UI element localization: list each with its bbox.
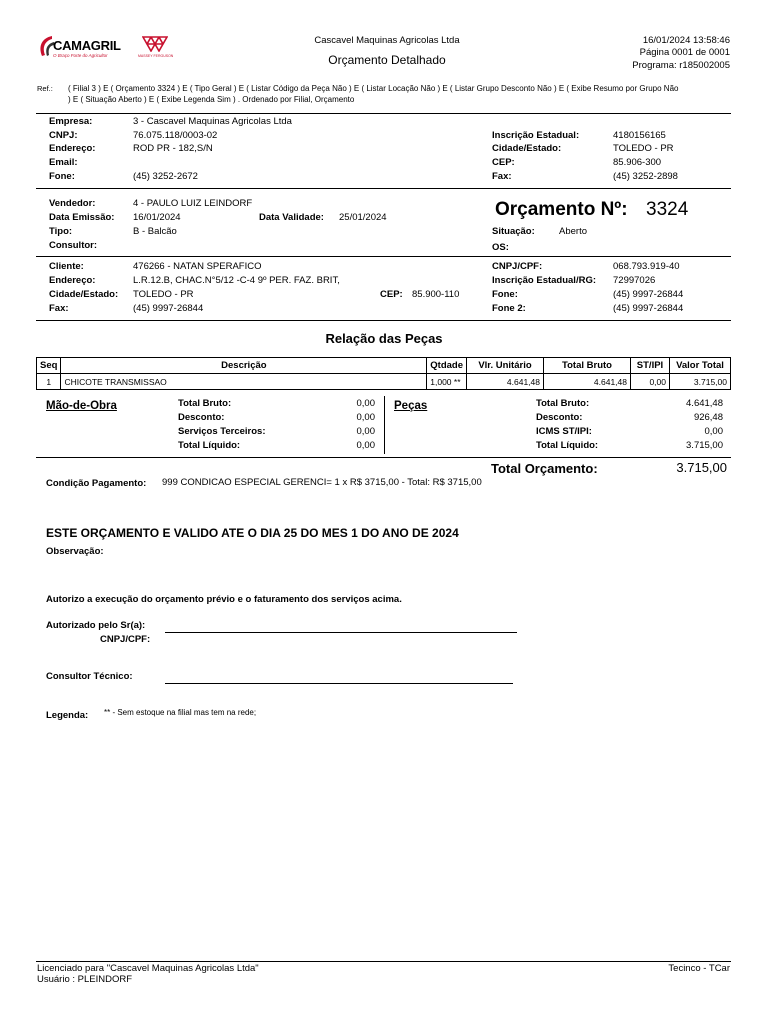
cell-qtdade: 1,000 ** [427,374,467,390]
legenda-label: Legenda: [46,710,89,721]
company-name: Cascavel Maquinas Agricolas Ltda [314,35,460,46]
consultor-label: Consultor: [49,240,98,251]
empresa-cidade-label: Cidade/Estado: [492,143,562,154]
cliente-value: 476266 - NATAN SPERAFICO [133,261,262,272]
validade-label: Data Validade: [259,212,324,223]
empresa-fax-label: Fax: [492,171,512,182]
os-label: OS: [492,242,509,253]
pecas-total-bruto-value: 4.641,48 [686,398,723,409]
program-code: Programa: r185002005 [632,60,730,71]
empresa-label: Empresa: [49,116,93,127]
divider [36,457,731,458]
column-header-valor-total: Valor Total [670,358,731,374]
divider [36,320,731,321]
empresa-endereco-label: Endereço: [49,143,96,154]
cell-st-ipi: 0,00 [631,374,670,390]
total-orcamento-label: Total Orçamento: [491,461,598,476]
consultor-tecnico-label: Consultor Técnico: [46,671,133,682]
cliente-fone-label: Fone: [492,289,518,300]
autorizado-signature-line [165,632,517,633]
empresa-email-label: Email: [49,157,78,168]
cliente-fone2-label: Fone 2: [492,303,526,314]
cliente-cnpj-value: 068.793.919-40 [613,261,680,272]
logo-slogan: O Braço Forte do Agricultor [53,53,108,58]
empresa-value: 3 - Cascavel Maquinas Agricolas Ltda [133,116,292,127]
column-header-st-ipi: ST/IPI [631,358,670,374]
pecas-icms-label: ICMS ST/IPI: [536,426,592,437]
empresa-cnpj-value: 76.075.118/0003-02 [133,130,218,141]
ref-label: Ref.: [37,84,53,93]
pecas-desconto-label: Desconto: [536,412,583,423]
cell-valor-total: 3.715,00 [670,374,731,390]
cell-vlr-unitario: 4.641,48 [467,374,544,390]
autorizo-statement: Autorizo a execução do orçamento prévio e o faturamento dos serviços acima. [46,594,402,605]
mao-obra-title: Mão-de-Obra [46,400,117,412]
situacao-label: Situação: [492,226,535,237]
mao-obra-desconto-value: 0,00 [356,412,375,423]
logo-mf-text: MASSEY FERGUSON [138,54,174,58]
total-orcamento-value: 3.715,00 [676,460,727,475]
empresa-fone-value: (45) 3252-2672 [133,171,198,182]
report-datetime: 16/01/2024 13:58:46 [642,35,730,46]
divider [36,961,731,962]
empresa-ie-value: 4180156165 [613,130,666,141]
orcamento-numero-value: 3324 [646,199,689,220]
cliente-fax-label: Fax: [49,303,69,314]
empresa-cnpj-label: CNPJ: [49,130,78,141]
mao-obra-total-bruto-label: Total Bruto: [178,398,232,409]
pecas-section-title: Relação das Peças [325,331,443,346]
cell-seq: 1 [37,374,61,390]
cell-total-bruto: 4.641,48 [544,374,631,390]
report-title: Orçamento Detalhado [328,53,446,67]
tipo-value: B - Balcão [133,226,177,237]
column-header-descricao: Descrição [61,358,427,374]
table-row [37,374,731,390]
licenciado-text: Licenciado para "Cascavel Maquinas Agricolas Ltda" [37,963,259,974]
situacao-value: Aberto [559,226,587,237]
orcamento-numero-label: Orçamento Nº: [495,199,628,220]
cliente-cep-value: 85.900-110 [412,289,460,300]
ref-line-1: ( Filial 3 ) E ( Orçamento 3324 ) E ( Tipo Geral ) E ( Listar Código da Peça Não ) E ( Listar Locação Não ) E ( Listar Grupo Desconto Não ) E ( Exibe Resumo por Grupo Não [68,84,679,93]
page-number: Página 0001 de 0001 [639,47,730,58]
empresa-ie-label: Inscrição Estadual: [492,130,580,141]
vendedor-value: 4 - PAULO LUIZ LEINDORF [133,198,253,209]
cliente-cnpj-label: CNPJ/CPF: [492,261,543,272]
pecas-desconto-value: 926,48 [693,412,723,423]
logo-brand: CAMAGRIL [53,38,121,53]
divider [36,256,731,257]
empresa-cep-label: CEP: [492,157,515,168]
autorizado-label: Autorizado pelo Sr(a): [46,620,146,631]
emissao-label: Data Emissão: [49,212,115,223]
emissao-value: 16/01/2024 [133,212,181,223]
column-header-vlr-unitario: Vlr. Unitário [467,358,544,374]
empresa-endereco-value: ROD PR - 182,S/N [133,143,213,154]
cell-descricao: CHICOTE TRANSMISSAO [61,374,427,390]
cliente-fax-value: (45) 9997-26844 [133,303,204,314]
empresa-fax-value: (45) 3252-2898 [613,171,678,182]
column-header-total-bruto: Total Bruto [544,358,631,374]
cliente-cidade-value: TOLEDO - PR [133,289,194,300]
mao-obra-liquido-label: Total Líquido: [178,440,241,451]
massey-ferguson-logo [138,36,172,62]
observacao-label: Observação: [46,546,104,557]
massey-ferguson-triple-triangle-icon [142,36,168,52]
divider [36,113,731,114]
ref-line-2: ) E ( Situação Aberto ) E ( Exibe Legenda Sim ) . Ordenado por Filial, Orçamento [68,95,355,104]
pecas-total-bruto-label: Total Bruto: [536,398,590,409]
camagril-logo [36,34,121,62]
tipo-label: Tipo: [49,226,73,237]
condicao-pagamento-value: 999 CONDICAO ESPECIAL GERENCI= 1 x R$ 3715,00 - Total: R$ 3715,00 [162,477,482,488]
cliente-fone2-value: (45) 9997-26844 [613,303,684,314]
cliente-endereco-label: Endereço: [49,275,96,286]
pecas-liquido-label: Total Líquido: [536,440,599,451]
mao-obra-servicos-label: Serviços Terceiros: [178,426,266,437]
condicao-pagamento-label: Condição Pagamento: [46,478,147,489]
cliente-endereco-value: L.R.12.B, CHAC.N°5/12 -C-4 9º PER. FAZ. BRIT, [133,275,340,286]
column-header-qtdade: Qtdade [427,358,467,374]
autorizado-cnpj-label: CNPJ/CPF: [100,634,151,645]
usuario-text: Usuário : PLEINDORF [37,974,133,985]
cliente-ie-value: 72997026 [613,275,656,286]
summary-vertical-divider [384,396,385,454]
cliente-cep-label: CEP: [380,289,403,300]
cliente-fone-value: (45) 9997-26844 [613,289,684,300]
mao-obra-servicos-value: 0,00 [356,426,375,437]
pecas-resumo-title: Peças [394,400,428,412]
consultor-signature-line [165,683,513,684]
cliente-ie-label: Inscrição Estadual/RG: [492,275,597,286]
legenda-text: ** - Sem estoque na filial mas tem na rede; [104,708,257,717]
column-header-seq: Seq [37,358,61,374]
empresa-cidade-value: TOLEDO - PR [613,143,674,154]
empresa-cep-value: 85.906-300 [613,157,662,168]
pecas-table [36,357,731,390]
mao-obra-desconto-label: Desconto: [178,412,225,423]
pecas-liquido-value: 3.715,00 [686,440,723,451]
empresa-fone-label: Fone: [49,171,75,182]
software-name: Tecinco - TCar [668,963,730,974]
cliente-label: Cliente: [49,261,84,272]
mao-obra-liquido-value: 0,00 [356,440,375,451]
vendedor-label: Vendedor: [49,198,96,209]
divider [36,188,731,189]
cliente-cidade-label: Cidade/Estado: [49,289,119,300]
validade-value: 25/01/2024 [339,212,387,223]
validade-statement: ESTE ORÇAMENTO E VALIDO ATE O DIA 25 DO MES 1 DO ANO DE 2024 [46,526,459,540]
pecas-icms-value: 0,00 [704,426,723,437]
mao-obra-total-bruto-value: 0,00 [356,398,375,409]
table-header-row [37,358,731,374]
